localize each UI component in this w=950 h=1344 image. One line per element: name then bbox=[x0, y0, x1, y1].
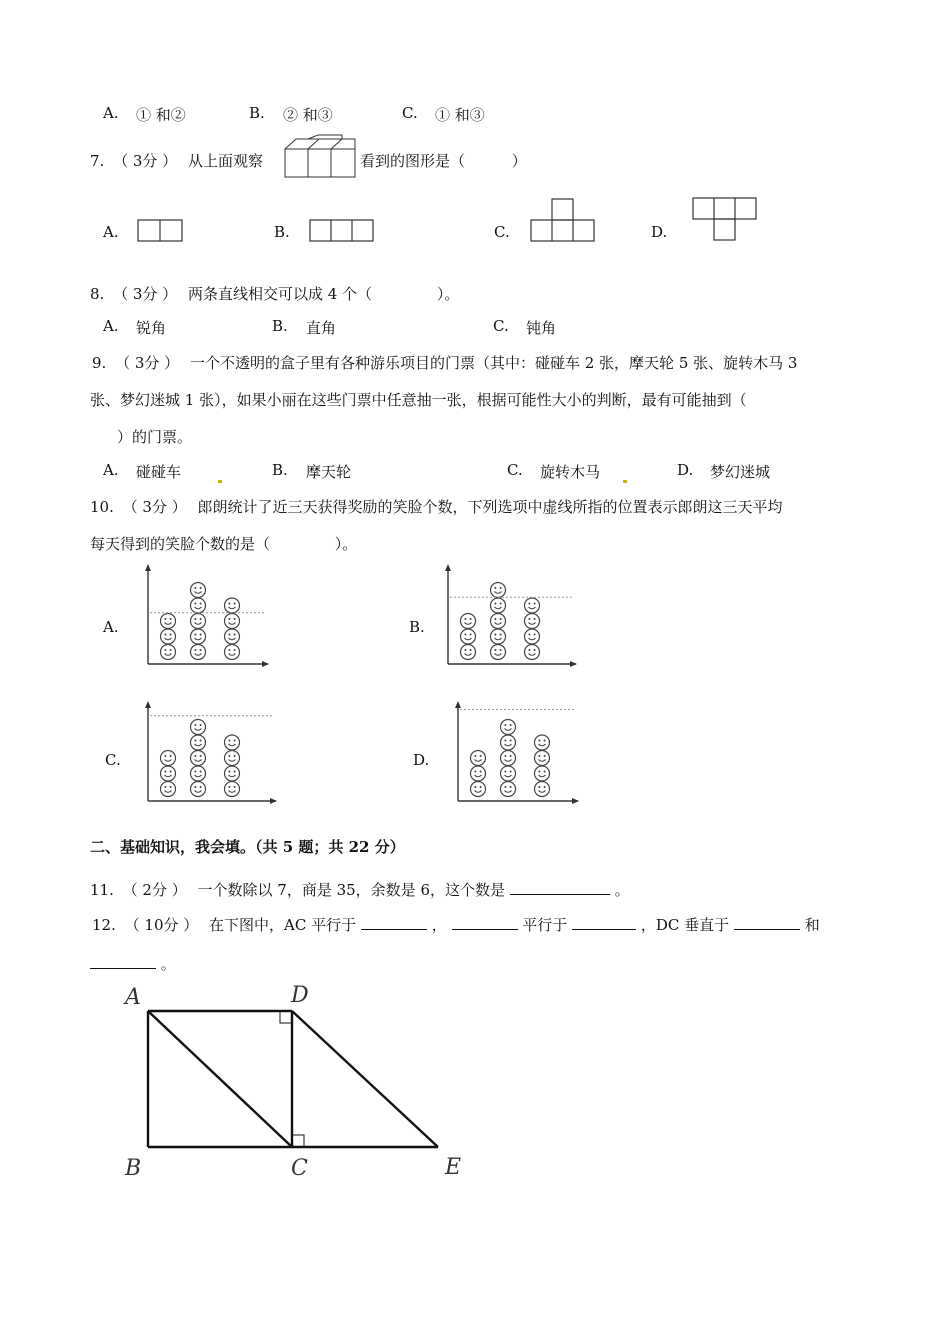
q8-option-c-text[interactable]: 钝角 bbox=[526, 319, 557, 337]
q12-blank-3[interactable] bbox=[572, 915, 636, 930]
smiley-face-icon bbox=[225, 751, 240, 766]
q12-part1: 在下图中，AC 平行于 bbox=[209, 916, 357, 934]
q8-close: ）。 bbox=[436, 285, 460, 303]
q12-comma2: ，DC 垂直于 bbox=[640, 916, 730, 934]
q10-score: （ 3分 ） bbox=[122, 498, 187, 516]
smiley-face-icon bbox=[225, 598, 240, 613]
q10-text-line1: 郎朗统计了近三天获得奖励的笑脸个数，下列选项中虚线所指的位置表示郎朗这三天平均 bbox=[197, 498, 783, 516]
q9-option-b-text[interactable]: 摩天轮 bbox=[306, 463, 352, 481]
q10-text-line2: 每天得到的笑脸个数的是（ bbox=[90, 535, 271, 553]
q10-line1 bbox=[90, 496, 783, 517]
q8-option-a-letter[interactable]: A. bbox=[103, 317, 119, 335]
smiley-face-icon bbox=[225, 735, 240, 750]
smiley-face-icon bbox=[225, 782, 240, 797]
q11-number: 11. bbox=[90, 881, 114, 899]
x-axis-arrow bbox=[270, 798, 277, 804]
q10-option-c-letter[interactable]: C. bbox=[105, 751, 121, 769]
smiley-face-icon bbox=[501, 766, 516, 781]
q11-score: （ 2分 ） bbox=[122, 881, 187, 899]
x-axis-arrow bbox=[570, 661, 577, 667]
q8-text: 两条直线相交可以成 4 个（ bbox=[187, 285, 373, 303]
smiley-face-icon bbox=[191, 598, 206, 613]
smiley-face-icon bbox=[471, 751, 486, 766]
smiley-face-icon bbox=[161, 766, 176, 781]
q12-number: 12. bbox=[92, 916, 116, 934]
smiley-face-icon bbox=[535, 735, 550, 750]
smiley-face-icon bbox=[525, 598, 540, 613]
segment-ac bbox=[148, 1011, 292, 1147]
q9-option-d-letter[interactable]: D. bbox=[677, 461, 694, 479]
smiley-face-icon bbox=[161, 751, 176, 766]
y-axis-arrow bbox=[445, 564, 451, 571]
q12-score: （ 10分 ） bbox=[124, 916, 199, 934]
q9-option-c-text[interactable]: 旋转木马 bbox=[540, 463, 601, 481]
q11-line bbox=[90, 879, 630, 900]
q12-end: 。 bbox=[160, 955, 176, 973]
q12-blank-4[interactable] bbox=[734, 915, 800, 930]
q9-option-a-text[interactable]: 碰碰车 bbox=[136, 463, 182, 481]
section-2-title: 二、基础知识，我会填。（共 5 题；共 22 分） bbox=[90, 838, 405, 856]
q9-option-a-letter[interactable]: A. bbox=[103, 461, 119, 479]
q12-line2 bbox=[90, 953, 176, 974]
smiley-face-icon bbox=[501, 735, 516, 750]
right-angle-mark-c bbox=[292, 1135, 304, 1147]
q9-number: 9. bbox=[92, 354, 107, 372]
smiley-face-icon bbox=[191, 720, 206, 735]
q12-blank-2[interactable] bbox=[452, 915, 518, 930]
q7-text-before: 从上面观察 bbox=[187, 152, 263, 170]
q12-part3: 和 bbox=[804, 916, 820, 934]
q9-option-c-letter[interactable]: C. bbox=[507, 461, 523, 479]
q8-line bbox=[90, 283, 459, 304]
q12-blank-1[interactable] bbox=[361, 915, 427, 930]
q7-option-d-letter[interactable]: D. bbox=[651, 223, 668, 241]
q11-text: 一个数除以 7，商是 35，余数是 6，这个数是 bbox=[197, 881, 505, 899]
q7-3d-shape-figure bbox=[284, 135, 356, 179]
y-axis-arrow bbox=[145, 564, 151, 571]
q7-number: 7. bbox=[90, 152, 105, 170]
label-d: D bbox=[291, 983, 309, 1008]
smiley-face-icon bbox=[491, 583, 506, 598]
label-a: A bbox=[125, 985, 141, 1010]
q7-score: （ 3分 ） bbox=[113, 152, 178, 170]
smiley-face-icon bbox=[191, 629, 206, 644]
x-axis-arrow bbox=[262, 661, 269, 667]
q7-text-after: 看到的图形是（ bbox=[360, 152, 466, 170]
smiley-face-icon bbox=[491, 614, 506, 629]
q12-geometry-figure bbox=[115, 980, 475, 1185]
smiley-face-icon bbox=[191, 583, 206, 598]
q10-line2 bbox=[90, 533, 357, 554]
smiley-face-icon bbox=[461, 614, 476, 629]
q8-score: （ 3分 ） bbox=[113, 285, 178, 303]
q8-option-b-text[interactable]: 直角 bbox=[306, 319, 337, 337]
q9-mark-dot-c bbox=[621, 469, 627, 487]
q7-option-c-figure[interactable] bbox=[530, 198, 595, 242]
smiley-face-icon bbox=[491, 598, 506, 613]
q10-option-b-smiley-chart[interactable] bbox=[442, 563, 578, 668]
smiley-face-icon bbox=[535, 782, 550, 797]
q7-line bbox=[90, 150, 263, 171]
smiley-face-icon bbox=[191, 614, 206, 629]
smiley-face-icon bbox=[501, 720, 516, 735]
smiley-face-icon bbox=[225, 645, 240, 660]
right-angle-mark-d bbox=[280, 1011, 292, 1023]
q9-mark-dot-a bbox=[216, 469, 222, 487]
q6-option-c-text[interactable]: ① 和③ bbox=[435, 106, 485, 124]
q10-option-c-smiley-chart[interactable] bbox=[142, 700, 278, 805]
q10-option-b-letter[interactable]: B. bbox=[409, 618, 425, 636]
q7-text-after-wrap bbox=[360, 150, 527, 171]
q12-comma1: ， bbox=[431, 916, 447, 934]
q9-line3 bbox=[117, 426, 192, 447]
smiley-face-icon bbox=[225, 629, 240, 644]
smiley-face-icon bbox=[225, 614, 240, 629]
smiley-face-icon bbox=[461, 629, 476, 644]
q9-option-d-text[interactable]: 梦幻迷城 bbox=[710, 463, 771, 481]
q12-part2: 平行于 bbox=[522, 916, 568, 934]
q7-option-b-figure[interactable] bbox=[309, 219, 374, 242]
smiley-face-icon bbox=[191, 751, 206, 766]
smiley-face-icon bbox=[471, 766, 486, 781]
q6-option-c-letter[interactable]: C. bbox=[402, 104, 418, 122]
smiley-face-icon bbox=[491, 645, 506, 660]
q10-option-d-smiley-chart[interactable] bbox=[452, 700, 580, 805]
smiley-face-icon bbox=[535, 751, 550, 766]
q12-blank-5[interactable] bbox=[90, 954, 156, 969]
q9-text-line2: 张、梦幻迷城 1 张），如果小丽在这些门票中任意抽一张，根据可能性大小的判断，最有可能抽到（ bbox=[90, 391, 747, 409]
x-axis-arrow bbox=[572, 798, 579, 804]
smiley-face-icon bbox=[501, 751, 516, 766]
smiley-face-icon bbox=[225, 766, 240, 781]
smiley-face-icon bbox=[191, 645, 206, 660]
q12-line bbox=[92, 914, 820, 935]
smiley-face-icon bbox=[161, 629, 176, 644]
smiley-face-icon bbox=[161, 645, 176, 660]
label-e: E bbox=[445, 1155, 462, 1180]
q6-option-b-text[interactable]: ② 和③ bbox=[283, 106, 333, 124]
smiley-face-icon bbox=[491, 629, 506, 644]
label-c: C bbox=[291, 1156, 308, 1181]
q8-option-b-letter[interactable]: B. bbox=[272, 317, 288, 335]
q9-line2 bbox=[90, 389, 747, 410]
y-axis-arrow bbox=[145, 701, 151, 708]
y-axis-arrow bbox=[455, 701, 461, 708]
q10-option-a-smiley-chart[interactable] bbox=[142, 563, 270, 668]
q6-option-a-text[interactable]: ① 和② bbox=[136, 106, 186, 124]
smiley-face-icon bbox=[471, 782, 486, 797]
smiley-face-icon bbox=[161, 614, 176, 629]
smiley-face-icon bbox=[535, 766, 550, 781]
q9-score: （ 3分 ） bbox=[115, 354, 180, 372]
smiley-face-icon bbox=[525, 629, 540, 644]
smiley-face-icon bbox=[525, 645, 540, 660]
q10-option-d-letter[interactable]: D. bbox=[413, 751, 430, 769]
q7-option-c-letter[interactable]: C. bbox=[494, 223, 510, 241]
q7-close: ） bbox=[511, 152, 527, 170]
smiley-face-icon bbox=[461, 645, 476, 660]
segment-de bbox=[292, 1011, 438, 1147]
q11-end: 。 bbox=[614, 881, 630, 899]
smiley-face-icon bbox=[191, 735, 206, 750]
q7-option-a-figure[interactable] bbox=[137, 219, 183, 242]
q11-answer-blank[interactable] bbox=[510, 880, 610, 895]
q9-line1 bbox=[92, 352, 797, 373]
smiley-face-icon bbox=[191, 766, 206, 781]
q6-option-b-letter[interactable]: B. bbox=[249, 104, 265, 122]
label-b: B bbox=[125, 1156, 142, 1181]
q6-option-a-letter[interactable]: A. bbox=[103, 104, 119, 122]
q8-option-a-text[interactable]: 锐角 bbox=[136, 319, 167, 337]
q7-option-b-letter[interactable]: B. bbox=[274, 223, 290, 241]
q8-number: 8. bbox=[90, 285, 105, 303]
q7-option-d-figure[interactable] bbox=[692, 197, 757, 241]
q10-close: ）。 bbox=[334, 535, 358, 553]
q10-option-a-letter[interactable]: A. bbox=[103, 618, 119, 636]
q8-option-c-letter[interactable]: C. bbox=[493, 317, 509, 335]
q10-number: 10. bbox=[90, 498, 114, 516]
smiley-face-icon bbox=[191, 782, 206, 797]
q9-option-b-letter[interactable]: B. bbox=[272, 461, 288, 479]
q9-text-line1: 一个不透明的盒子里有各种游乐项目的门票（其中：碰碰车 2 张，摩天轮 5 张、旋转木马 3 bbox=[189, 354, 798, 372]
smiley-face-icon bbox=[501, 782, 516, 797]
smiley-face-icon bbox=[525, 614, 540, 629]
q7-option-a-letter[interactable]: A. bbox=[103, 223, 119, 241]
smiley-face-icon bbox=[161, 782, 176, 797]
q9-text-line3: ）的门票。 bbox=[117, 428, 193, 446]
